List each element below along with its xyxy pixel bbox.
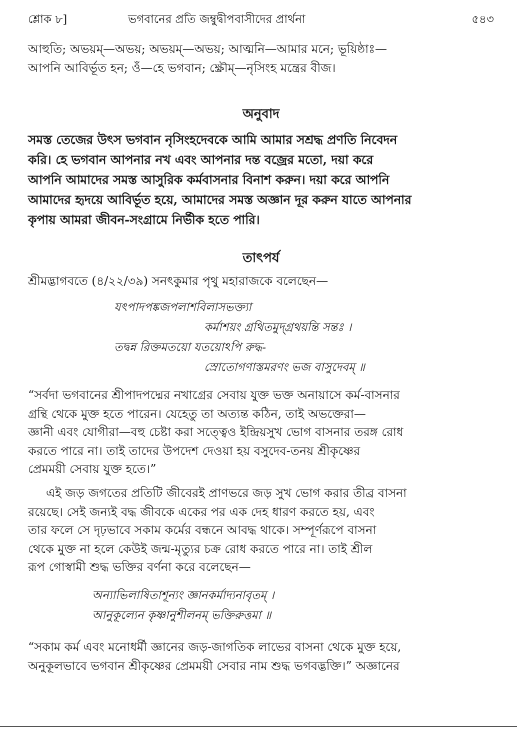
verse1-line: স্রোতোগণাস্তমরণং ভজ বাসুদেবম্ ॥ bbox=[204, 360, 365, 374]
purport-intro-line: শ্রীমদ্ভাগবতে (৪/২২/৩৯) সনৎকুমার পৃথু মহারাজকে বলেছেন— bbox=[28, 274, 329, 288]
quote2-line: “সকাম কর্ম এবং মনোধর্মী জ্ঞানের জড়-জাগতিক লাভের বাসনা থেকে মুক্ত হয়ে, bbox=[28, 640, 402, 654]
purport-heading: তাৎপর্য bbox=[242, 251, 280, 266]
para2-line: এই জড় জগতের প্রতিটি জীবেরই প্রাণভরে জড় সুখ ভোগ করার তীব্র বাসনা bbox=[46, 486, 407, 500]
bottom-border bbox=[0, 726, 517, 727]
verse-reference: শ্লোক ৮] bbox=[28, 12, 68, 26]
translation-line: সমস্ত তেজের উৎস ভগবান নৃসিংহদেবকে আমি আমার সশ্রদ্ধ প্রণতি নিবেদন bbox=[28, 132, 398, 147]
quote2 bbox=[28, 638, 494, 675]
quote1-line: গ্রন্থি থেকে মুক্ত হতে পারেন। যেহেতু তা অত্যন্ত কঠিন, তাই অভক্তেরা— bbox=[28, 406, 366, 421]
book-page bbox=[28, 0, 494, 737]
verse1-line: তদ্বন্ন রিক্তমতয়ো যতয়োঽপি রুদ্ধ- bbox=[114, 340, 267, 354]
page-number: ৫৪৩ bbox=[471, 12, 494, 26]
quote1 bbox=[28, 386, 494, 479]
verse1-line: কর্মাশয়ং গ্রথিতমুদ্গ্রথয়ন্তি সন্তঃ । bbox=[204, 320, 352, 334]
verse2-line: অন্যাভিলাষিতাশূন্যং জ্ঞানকর্মাদ্যনাবৃতম্ । bbox=[92, 588, 275, 602]
translation-line: আমাদের হৃদয়ে আবির্ভূত হয়ে, আমাদের সমস্ত অজ্ঞান দূর করুন যাতে আপনার bbox=[28, 192, 412, 207]
quote1-line: “সর্বদা ভগবানের শ্রীপাদপদ্মের নখাগ্রের সেবায় যুক্ত ভক্ত অনায়াসে কর্ম-বাসনার bbox=[28, 388, 400, 402]
paragraph-2 bbox=[28, 484, 494, 577]
para2-line: তার ফলে সে দৃঢ়ভাবে সকাম কর্মের বন্ধনে আবদ্ধ থাকে। সম্পূর্ণরূপে বাসনা bbox=[28, 523, 377, 537]
verse1-line: যৎপাদপঙ্কজপলাশবিলাসভক্ত্যা bbox=[114, 300, 252, 314]
translation-line: করি। হে ভগবান আপনার নখ এবং আপনার দন্ত বজ্রের মতো, দয়া করে bbox=[28, 152, 374, 167]
para2-line: রূপ গোস্বামী শুদ্ধ ভক্তির বর্ণনা করে বলেছেন— bbox=[28, 560, 251, 574]
synonyms bbox=[28, 40, 494, 77]
quote1-line: প্রেমময়ী সেবায় যুক্ত হতে।” bbox=[28, 462, 157, 476]
quote1-line: জ্ঞানী এবং যোগীরা—বহু চেষ্টা করা সত্ত্বেও ইন্দ্রিয়সুখ ভোগ বাসনার তরঙ্গ রোধ bbox=[28, 425, 404, 439]
translation-heading: অনুবাদ bbox=[242, 107, 280, 122]
quote1-line: করতে পারে না। তাই তাদের উপদেশ দেওয়া হয় বসুদেব-তনয় শ্রীকৃষ্ণের bbox=[28, 443, 361, 458]
chapter-title: ভগবানের প্রতি জম্বুদ্বীপবাসীদের প্রার্থনা bbox=[128, 12, 306, 26]
translation-line: আপনি আমাদের সমস্ত আসুরিক কর্মবাসনার বিনাশ করুন। দয়া করে আপনি bbox=[28, 172, 390, 187]
para2-line: থেকে মুক্ত না হলে কেউই জন্ম-মৃত্যুর চক্র রোধ করতে পারে না। তাই শ্রীল bbox=[28, 541, 373, 556]
synonyms-line: আহুতি; অভয়ম্—অভয়; অভয়ম্—অভয়; আত্মনি—আমার মনে; ভূয়িষ্ঠাঃ— bbox=[28, 42, 387, 56]
para2-line: রয়েছে। সেই জন্যই বদ্ধ জীবকে একের পর এক দেহ ধারণ করতে হয়, এবং bbox=[28, 504, 375, 519]
quote2-line: অনুকূলভাবে ভগবান শ্রীকৃষ্ণের প্রেমময়ী সেবার নাম শুদ্ধ ভগবদ্ভক্তি।” অজ্ঞানের bbox=[28, 658, 400, 673]
translation-line: কৃপায় আমরা জীবন-সংগ্রামে নির্ভীক হতে পারি। bbox=[28, 212, 260, 227]
translation bbox=[28, 130, 494, 230]
verse2-line: আনুকূল্যেন কৃষ্ণানুশীলনম্ ভক্তিরুত্তমা ॥ bbox=[92, 608, 272, 622]
purport-intro bbox=[28, 272, 494, 291]
running-header bbox=[28, 10, 494, 28]
synonyms-line: আপনি আবির্ভূত হন; ওঁ—হে ভগবান; ক্ষ্রৌম্—নৃসিংহ মন্ত্রের বীজ। bbox=[28, 60, 336, 75]
